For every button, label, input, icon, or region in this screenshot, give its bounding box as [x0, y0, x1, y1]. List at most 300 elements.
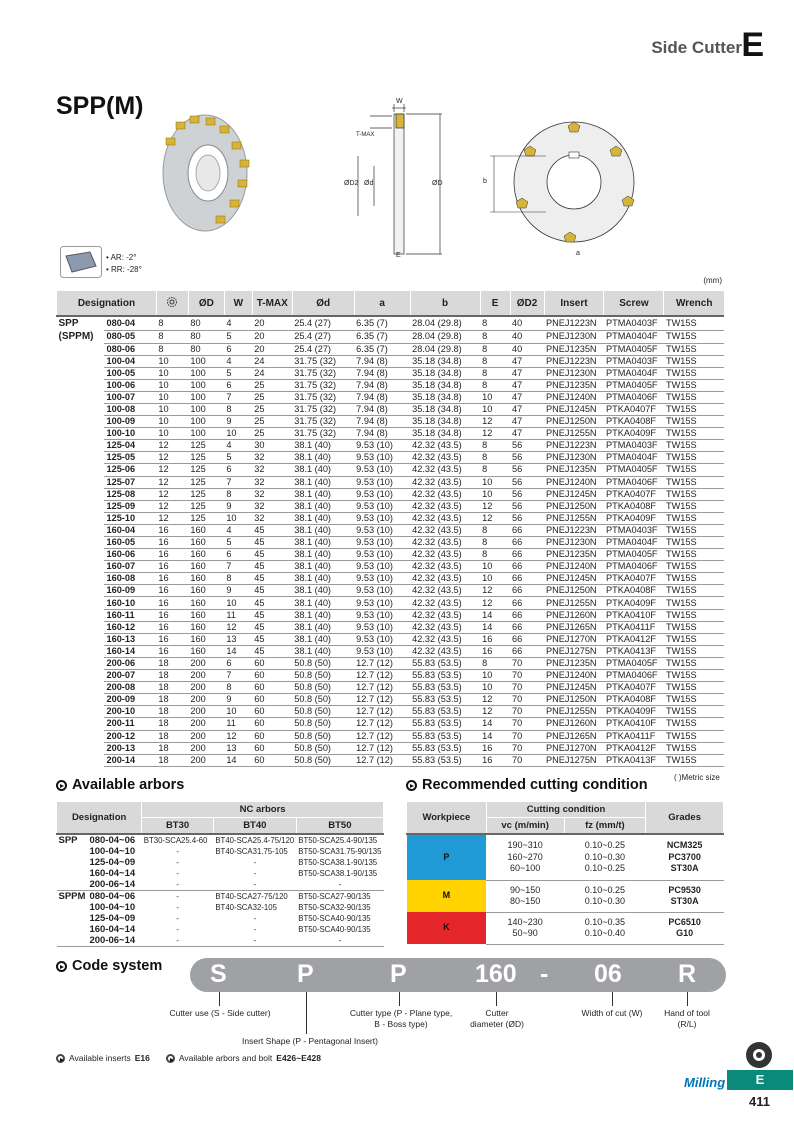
spec-cell: 70: [510, 718, 544, 730]
spec-cell: 125: [188, 512, 224, 524]
spec-cell: 125: [188, 464, 224, 476]
spec-cell: 12.7 (12): [354, 742, 410, 754]
spec-cell: 7.94 (8): [354, 428, 410, 440]
spec-cell: 45: [252, 621, 292, 633]
label-b: b: [483, 178, 487, 185]
arbors-page-link[interactable]: E426~E428: [276, 1053, 321, 1063]
spec-cell: 10: [224, 512, 252, 524]
spec-cell: 6: [224, 657, 252, 669]
spec-cell: 38.1 (40): [292, 488, 354, 500]
spec-cell: 12.7 (12): [354, 670, 410, 682]
table-row: [57, 694, 725, 706]
label-cutter-use: Cutter use (S - Side cutter): [169, 1008, 271, 1018]
spec-cell: 42.32 (43.5): [410, 597, 480, 609]
header-section-letter: E: [741, 26, 764, 64]
spec-cell: 7.94 (8): [354, 379, 410, 391]
spec-cell: 66: [510, 585, 544, 597]
arbor-cell: -: [176, 936, 179, 945]
table-row: [57, 379, 725, 391]
spec-cell: 8: [480, 330, 510, 343]
designation-cell: 160-06: [104, 549, 156, 561]
spec-cell: PNEJ1230N: [544, 452, 604, 464]
spec-cell: PTKA0407F: [604, 682, 664, 694]
spec-cell: PNEJ1260N: [544, 609, 604, 621]
spec-cell: 45: [252, 537, 292, 549]
spec-cell: 10: [156, 355, 188, 367]
spec-cell: 4: [224, 316, 252, 330]
spec-cell: 8: [480, 524, 510, 536]
spec-cell: TW15S: [664, 633, 724, 645]
spec-cell: 18: [156, 706, 188, 718]
spec-cell: 12: [480, 500, 510, 512]
spec-cell: 100: [188, 367, 224, 379]
ar-angle: • AR: -2°: [106, 253, 137, 262]
arbor-cell: BT50-SCA40-90/135: [298, 914, 371, 923]
spec-cell: PNEJ1250N: [544, 694, 604, 706]
spec-cell: 9: [224, 416, 252, 428]
spec-cell: 8: [480, 537, 510, 549]
table-row: [57, 367, 725, 379]
designation-cell: 080-05: [104, 330, 156, 343]
spec-cell: 9.53 (10): [354, 500, 410, 512]
spec-cell: 8: [156, 330, 188, 343]
spec-cell: 55.83 (53.5): [410, 706, 480, 718]
spec-cell: 8: [480, 549, 510, 561]
spec-cell: 12.7 (12): [354, 718, 410, 730]
table-row: [57, 403, 725, 415]
arbor-designation: 100-04~10: [89, 846, 136, 857]
spec-cell: 160: [188, 597, 224, 609]
designation-cell: 160-14: [104, 645, 156, 657]
arbor-cell: BT50-SCA38.1-90/135: [298, 858, 378, 867]
spec-cell: PNEJ1270N: [544, 742, 604, 754]
table-row: [57, 682, 725, 694]
spec-cell: 7: [224, 561, 252, 573]
spec-cell: 25: [252, 391, 292, 403]
arbor-cell: BT50-SCA38.1-90/135: [298, 869, 378, 878]
spec-cell: PNEJ1223N: [544, 524, 604, 536]
spec-cell: 16: [156, 597, 188, 609]
spec-cell: 8: [480, 355, 510, 367]
arbor-cell: BT30-SCA25.4-60: [143, 836, 208, 845]
designation-cell: 125-06: [104, 464, 156, 476]
spec-cell: 8: [224, 403, 252, 415]
spec-cell: 160: [188, 573, 224, 585]
spec-cell: 66: [510, 549, 544, 561]
spec-cell: 31.75 (32): [292, 416, 354, 428]
spec-cell: 12: [156, 512, 188, 524]
spec-cell: PTKA0411F: [604, 730, 664, 742]
table-row: [57, 573, 725, 585]
spec-cell: 30: [252, 440, 292, 452]
arbor-cell: -: [253, 914, 257, 923]
spec-cell: 70: [510, 694, 544, 706]
arbor-cell: -: [176, 847, 179, 856]
spec-cell: TW15S: [664, 718, 724, 730]
spec-cell: 10: [480, 403, 510, 415]
spec-cell: 200: [188, 718, 224, 730]
spec-cell: 16: [156, 573, 188, 585]
spec-cell: 38.1 (40): [292, 524, 354, 536]
cutting-header-workpiece: Workpiece: [407, 802, 487, 835]
cutting-header-fz: fz (mm/t): [564, 818, 646, 835]
spec-cell: 10: [480, 670, 510, 682]
header-a: a: [354, 291, 410, 316]
spec-cell: 80: [188, 316, 224, 330]
spec-cell: 31.75 (32): [292, 379, 354, 391]
spec-cell: 100: [188, 391, 224, 403]
arbor-designation: 200-06~14: [89, 879, 136, 890]
spec-cell: 100: [188, 428, 224, 440]
table-row: [57, 718, 725, 730]
spec-cell: 38.1 (40): [292, 597, 354, 609]
spec-cell: 12: [480, 597, 510, 609]
designation-cell: 160-07: [104, 561, 156, 573]
spec-cell: 16: [156, 609, 188, 621]
spec-cell: 13: [224, 633, 252, 645]
rr-angle: • RR: -28°: [106, 265, 142, 274]
designation-cell: 100-05: [104, 367, 156, 379]
inserts-page-link[interactable]: E16: [134, 1053, 150, 1063]
spec-cell: 66: [510, 597, 544, 609]
spec-cell: 16: [480, 754, 510, 766]
spec-cell: PTMA0405F: [604, 657, 664, 669]
spec-cell: PTKA0412F: [604, 742, 664, 754]
spec-cell: 32: [252, 512, 292, 524]
table-row: [57, 476, 725, 488]
spec-cell: 7.94 (8): [354, 367, 410, 379]
workpiece-m: M: [407, 880, 487, 912]
spec-cell: 24: [252, 355, 292, 367]
spec-cell: 47: [510, 416, 544, 428]
spec-cell: 60: [252, 730, 292, 742]
spec-cell: 55.83 (53.5): [410, 718, 480, 730]
designation-cell: 200-09: [104, 694, 156, 706]
spec-cell: 12: [156, 488, 188, 500]
spec-cell: 18: [156, 670, 188, 682]
arbors-header-nc: NC arbors: [142, 802, 384, 818]
arbor-designation: 125-04~09: [89, 857, 136, 868]
designation-cell: 200-07: [104, 670, 156, 682]
spec-cell: 25: [252, 379, 292, 391]
header-e: E: [480, 291, 510, 316]
arbor-designation: 080-04~06: [89, 891, 136, 902]
spec-cell: 66: [510, 573, 544, 585]
spec-cell: 6.35 (7): [354, 316, 410, 330]
spec-cell: 42.32 (43.5): [410, 524, 480, 536]
table-row: [57, 452, 725, 464]
spec-cell: 8: [480, 657, 510, 669]
spec-cell: 10: [156, 403, 188, 415]
spec-cell: 31.75 (32): [292, 355, 354, 367]
spec-cell: 45: [252, 609, 292, 621]
spec-cell: 8: [480, 316, 510, 330]
table-row: [57, 549, 725, 561]
label-cutter-type: Cutter type (P - Plane type, B - Boss type): [349, 1008, 453, 1029]
spec-cell: 40: [510, 330, 544, 343]
spec-cell: 28.04 (29.8): [410, 316, 480, 330]
spec-cell: PNEJ1245N: [544, 573, 604, 585]
spec-cell: 31.75 (32): [292, 391, 354, 403]
spec-cell: 14: [480, 609, 510, 621]
spec-cell: 28.04 (29.8): [410, 330, 480, 343]
spec-cell: 7: [224, 670, 252, 682]
spec-cell: 25.4 (27): [292, 343, 354, 355]
spec-cell: 55.83 (53.5): [410, 742, 480, 754]
group-label: (SPPM): [58, 331, 94, 342]
arbor-designation: 100-04~10: [89, 902, 136, 913]
designation-cell: 200-06: [104, 657, 156, 669]
spec-cell: 45: [252, 549, 292, 561]
spec-cell: PNEJ1223N: [544, 440, 604, 452]
footer-section-tab: E: [727, 1070, 793, 1090]
table-row: [57, 609, 725, 621]
footer-section-name: Milling: [684, 1075, 726, 1090]
label-hand: Hand of tool (R/L): [664, 1008, 710, 1029]
spec-cell: 16: [156, 633, 188, 645]
spec-cell: 7.94 (8): [354, 391, 410, 403]
spec-cell: TW15S: [664, 730, 724, 742]
spec-cell: TW15S: [664, 343, 724, 355]
arbor-row: [57, 879, 384, 891]
spec-cell: 160: [188, 621, 224, 633]
spec-cell: TW15S: [664, 428, 724, 440]
spec-cell: 7: [224, 391, 252, 403]
spec-cell: 70: [510, 742, 544, 754]
spec-cell: TW15S: [664, 573, 724, 585]
spec-cell: TW15S: [664, 452, 724, 464]
spec-cell: 16: [480, 645, 510, 657]
spec-cell: 5: [224, 367, 252, 379]
spec-cell: TW15S: [664, 657, 724, 669]
table-row: [57, 512, 725, 524]
fz-cell: 0.10~0.35 0.10~0.40: [564, 912, 646, 944]
spec-cell: 11: [224, 718, 252, 730]
spec-cell: 55.83 (53.5): [410, 670, 480, 682]
spec-cell: 50.8 (50): [292, 730, 354, 742]
table-row: [57, 597, 725, 609]
spec-cell: TW15S: [664, 476, 724, 488]
table-row: [57, 464, 725, 476]
spec-cell: PNEJ1235N: [544, 343, 604, 355]
spec-cell: 6.35 (7): [354, 330, 410, 343]
spec-cell: 4: [224, 440, 252, 452]
arbor-cell: BT50-SCA32-90/135: [298, 903, 371, 912]
spec-cell: 6: [224, 379, 252, 391]
spec-cell: 12: [156, 440, 188, 452]
spec-cell: 80: [188, 330, 224, 343]
spec-cell: 12: [480, 585, 510, 597]
spec-cell: 9.53 (10): [354, 549, 410, 561]
spec-cell: 160: [188, 549, 224, 561]
spec-cell: PTMA0405F: [604, 464, 664, 476]
spec-cell: 160: [188, 585, 224, 597]
grades-cell: PC9530 ST30A: [646, 880, 724, 912]
arbor-cell: BT50-SCA40-90/135: [298, 925, 371, 934]
spec-cell: 10: [480, 488, 510, 500]
spec-cell: 42.32 (43.5): [410, 512, 480, 524]
spec-cell: 56: [510, 440, 544, 452]
spec-cell: PTMA0406F: [604, 391, 664, 403]
spec-cell: 4: [224, 524, 252, 536]
spec-cell: PTMA0404F: [604, 330, 664, 343]
arbor-row: [57, 857, 384, 868]
insert-rake-icon: [60, 246, 102, 278]
spec-cell: 55.83 (53.5): [410, 754, 480, 766]
spec-cell: 42.32 (43.5): [410, 452, 480, 464]
spec-cell: 35.18 (34.8): [410, 416, 480, 428]
spec-cell: PTMA0405F: [604, 549, 664, 561]
spec-cell: 160: [188, 561, 224, 573]
spec-cell: 56: [510, 512, 544, 524]
spec-cell: 12: [224, 730, 252, 742]
cutting-header-vc: vc (m/min): [486, 818, 564, 835]
spec-cell: 31.75 (32): [292, 367, 354, 379]
spec-cell: 12.7 (12): [354, 730, 410, 742]
cutting-row: [407, 880, 724, 912]
spec-cell: TW15S: [664, 561, 724, 573]
spec-cell: PNEJ1250N: [544, 500, 604, 512]
vc-cell: 140~230 50~90: [486, 912, 564, 944]
table-row: [57, 657, 725, 669]
spec-cell: 38.1 (40): [292, 561, 354, 573]
spec-cell: 18: [156, 730, 188, 742]
spec-cell: 38.1 (40): [292, 452, 354, 464]
spec-cell: 9.53 (10): [354, 585, 410, 597]
spec-cell: 16: [156, 537, 188, 549]
table-row: [57, 585, 725, 597]
spec-cell: 47: [510, 403, 544, 415]
spec-cell: 42.32 (43.5): [410, 500, 480, 512]
arbor-row: [57, 935, 384, 947]
arbor-row: [57, 913, 384, 924]
designation-cell: 160-09: [104, 585, 156, 597]
spec-cell: TW15S: [664, 500, 724, 512]
spec-cell: PTKA0408F: [604, 500, 664, 512]
spec-cell: PTKA0407F: [604, 573, 664, 585]
spec-cell: 12.7 (12): [354, 706, 410, 718]
arbor-cell: -: [338, 936, 342, 945]
spec-cell: 38.1 (40): [292, 633, 354, 645]
milling-cutter-icon: [744, 1040, 774, 1070]
spec-cell: 100: [188, 403, 224, 415]
spec-cell: 6: [224, 464, 252, 476]
spec-cell: 9.53 (10): [354, 573, 410, 585]
spec-cell: PTMA0406F: [604, 476, 664, 488]
grades-cell: PC6510 G10: [646, 912, 724, 944]
cutting-header-condition: Cutting condition: [486, 802, 645, 818]
spec-cell: 10: [224, 706, 252, 718]
spec-cell: 160: [188, 633, 224, 645]
spec-cell: 50.8 (50): [292, 682, 354, 694]
spec-cell: 16: [156, 561, 188, 573]
spec-cell: 60: [252, 670, 292, 682]
spec-cell: TW15S: [664, 537, 724, 549]
arbors-header-designation: Designation: [57, 802, 142, 835]
spec-cell: 10: [156, 367, 188, 379]
spec-cell: PNEJ1223N: [544, 355, 604, 367]
arbor-cell: -: [253, 936, 257, 945]
spec-cell: 45: [252, 561, 292, 573]
code-char-width: 06: [594, 960, 622, 988]
header-od: ØD: [188, 291, 224, 316]
spec-cell: 9.53 (10): [354, 452, 410, 464]
reference-arrow-icon: [56, 1054, 65, 1063]
spec-cell: 47: [510, 367, 544, 379]
arbor-cell: -: [176, 914, 179, 923]
unit-label: (mm): [703, 276, 722, 285]
spec-cell: 42.32 (43.5): [410, 488, 480, 500]
spec-cell: 18: [156, 718, 188, 730]
spec-cell: 16: [156, 645, 188, 657]
arbor-designation: 160-04~14: [89, 924, 136, 935]
spec-cell: 20: [252, 330, 292, 343]
table-row: [57, 706, 725, 718]
table-row: [57, 391, 725, 403]
spec-cell: PNEJ1235N: [544, 657, 604, 669]
spec-cell: PNEJ1235N: [544, 379, 604, 391]
arbors-header-bt40: BT40: [213, 818, 296, 835]
spec-cell: 9: [224, 500, 252, 512]
spec-cell: 38.1 (40): [292, 464, 354, 476]
spec-cell: 200: [188, 730, 224, 742]
spec-cell: PTMA0403F: [604, 316, 664, 330]
arbor-designation: 160-04~14: [89, 868, 136, 879]
spec-cell: 38.1 (40): [292, 537, 354, 549]
table-row: [57, 621, 725, 633]
spec-cell: 4: [224, 355, 252, 367]
designation-cell: 100-04: [104, 355, 156, 367]
fz-cell: 0.10~0.25 0.10~0.30 0.10~0.25: [564, 834, 646, 880]
spec-cell: 66: [510, 524, 544, 536]
label-insert-shape: Insert Shape (P - Pentagonal Insert): [242, 1036, 378, 1046]
spec-cell: PTKA0409F: [604, 597, 664, 609]
spec-cell: TW15S: [664, 379, 724, 391]
spec-cell: 25: [252, 403, 292, 415]
spec-cell: 6: [224, 549, 252, 561]
spec-cell: 100: [188, 416, 224, 428]
spec-cell: 9.53 (10): [354, 633, 410, 645]
table-row: [57, 742, 725, 754]
arbor-cell: -: [176, 869, 179, 878]
spec-cell: 50.8 (50): [292, 718, 354, 730]
arbor-row: [57, 834, 384, 846]
spec-cell: 35.18 (34.8): [410, 428, 480, 440]
spec-cell: 12: [156, 464, 188, 476]
designation-cell: 080-04: [104, 316, 156, 330]
spec-cell: 8: [480, 367, 510, 379]
spec-cell: 200: [188, 657, 224, 669]
spec-cell: PNEJ1265N: [544, 621, 604, 633]
spec-cell: 7.94 (8): [354, 403, 410, 415]
spec-cell: PTKA0409F: [604, 706, 664, 718]
spec-cell: TW15S: [664, 742, 724, 754]
arbor-cell: BT50-SCA25.4-90/135: [298, 836, 378, 845]
spec-cell: 8: [480, 379, 510, 391]
spec-cell: 42.32 (43.5): [410, 537, 480, 549]
spec-cell: 24: [252, 367, 292, 379]
spec-cell: 60: [252, 694, 292, 706]
table-row: [57, 645, 725, 657]
spec-cell: 6: [224, 343, 252, 355]
designation-cell: 125-05: [104, 452, 156, 464]
spec-cell: 160: [188, 609, 224, 621]
spec-cell: 200: [188, 742, 224, 754]
spec-cell: 200: [188, 670, 224, 682]
vc-cell: 90~150 80~150: [486, 880, 564, 912]
spec-cell: PTMA0405F: [604, 379, 664, 391]
spec-cell: PTKA0412F: [604, 633, 664, 645]
